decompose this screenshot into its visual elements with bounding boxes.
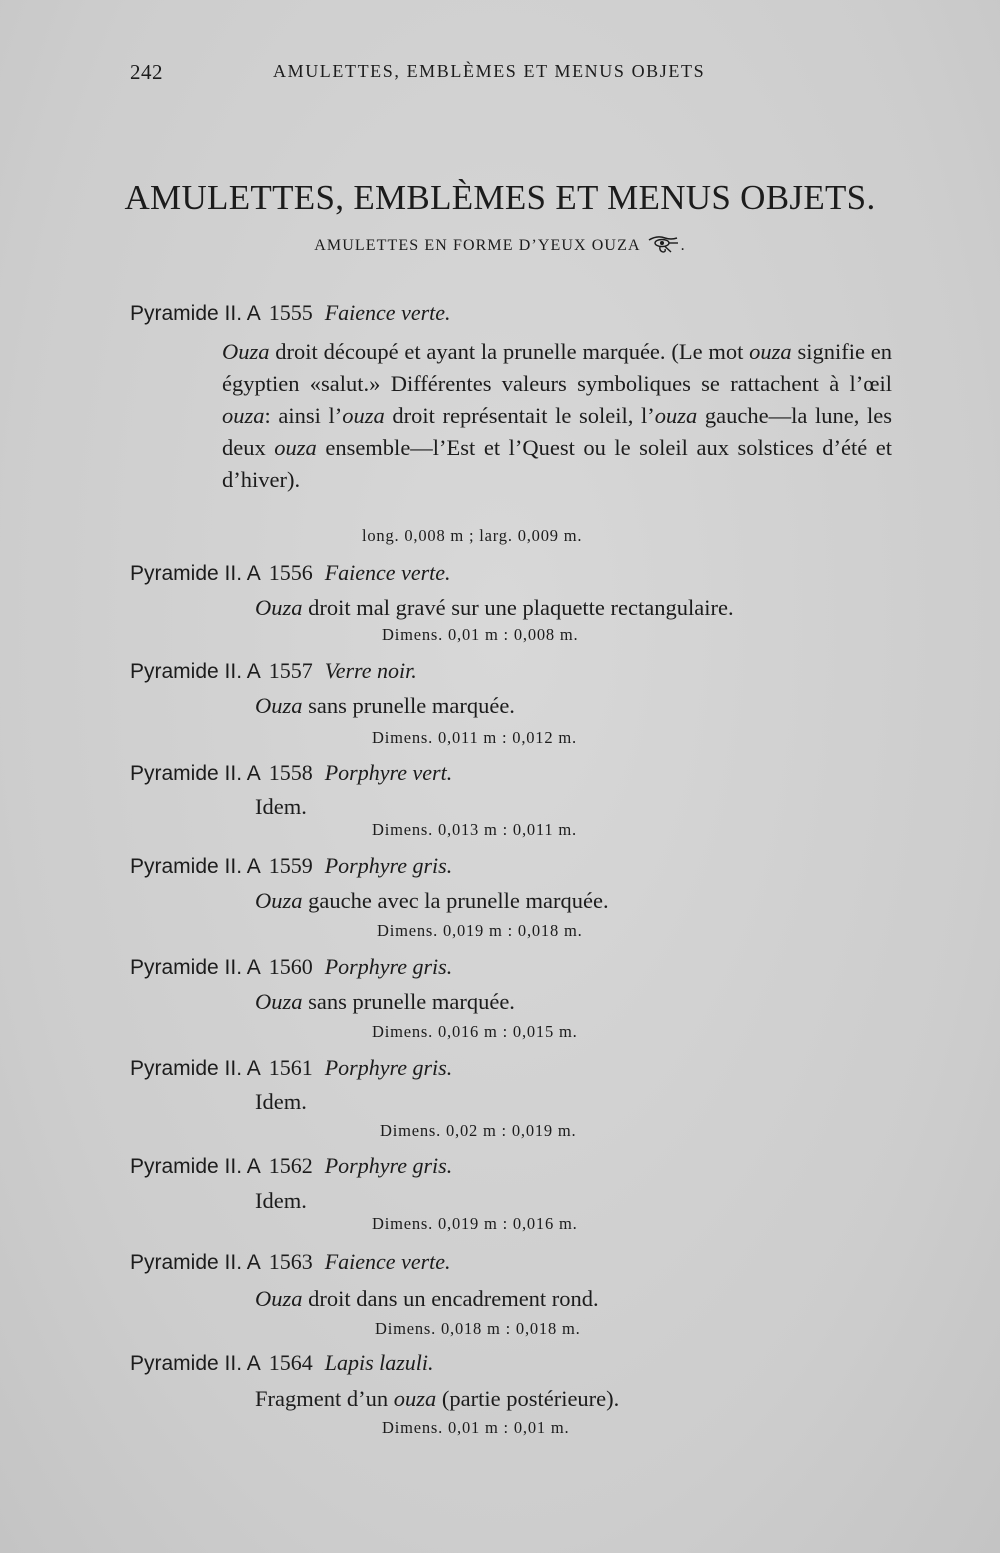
description-text: droit mal gravé sur une plaquette rectangulaire. <box>302 595 734 620</box>
description-text: ensemble—l’Est et l’Quest ou le soleil aux solstices d’été et d’hiver). <box>222 435 892 492</box>
entry-description <box>255 986 895 1018</box>
description-text: signifie en égyptien «salut.» Différentes valeurs symboliques se rattachent à l’œil <box>222 339 892 396</box>
entry-dimensions: Dimens. 0,018 m : 0,018 m. <box>375 1319 581 1338</box>
entry-description <box>255 1086 895 1118</box>
description-text: Idem. <box>255 1089 307 1114</box>
entry-number: 1557 <box>268 658 313 683</box>
description-text: : ainsi l’ <box>264 403 343 428</box>
italic-term: ouza <box>274 435 317 460</box>
section-subtitle <box>0 234 1000 255</box>
entry-material: Porphyre gris. <box>324 1153 453 1178</box>
running-header <box>130 60 770 88</box>
entry-heading <box>130 300 451 326</box>
description-text: sans prunelle marquée. <box>302 693 515 718</box>
entry-number: 1563 <box>268 1249 313 1274</box>
entry-heading <box>130 853 452 879</box>
entry-number: 1560 <box>268 954 313 979</box>
italic-term: Ouza <box>255 595 303 620</box>
entry-heading <box>130 1153 452 1179</box>
italic-term: Ouza <box>255 693 303 718</box>
entry-description <box>255 592 895 624</box>
description-text: droit dans un encadrement rond. <box>302 1286 599 1311</box>
entry-description <box>255 1383 895 1415</box>
entry-prefix: Pyramide II. A <box>130 1155 261 1178</box>
italic-term: Ouza <box>222 339 270 364</box>
entry-dimensions: long. 0,008 m ; larg. 0,009 m. <box>362 526 583 545</box>
entry-number: 1556 <box>268 560 313 585</box>
entry-description <box>255 690 895 722</box>
entry-dimensions: Dimens. 0,013 m : 0,011 m. <box>372 820 577 839</box>
entry-material: Porphyre vert. <box>324 760 453 785</box>
entry-dimensions: Dimens. 0,019 m : 0,016 m. <box>372 1214 578 1233</box>
entry-prefix: Pyramide II. A <box>130 1251 261 1274</box>
entry-number: 1561 <box>268 1055 313 1080</box>
italic-term: ouza <box>222 403 265 428</box>
entry-heading <box>130 1350 434 1376</box>
entry-heading <box>130 954 452 980</box>
description-text: droit représentait le soleil, l’ <box>384 403 655 428</box>
italic-term: Ouza <box>255 888 303 913</box>
page-title: AMULETTES, EMBLÈMES ET MENUS OBJETS. <box>124 178 876 217</box>
subtitle-text: AMULETTES EN FORME D’YEUX OUZA <box>314 237 641 254</box>
entry-dimensions: Dimens. 0,019 m : 0,018 m. <box>377 921 583 940</box>
description-text: Fragment d’un <box>255 1386 394 1411</box>
italic-term: Ouza <box>255 989 303 1014</box>
entry-description <box>255 1283 895 1315</box>
entry-material: Verre noir. <box>324 658 417 683</box>
page-number: 242 <box>130 60 163 84</box>
description-text: Idem. <box>255 1188 307 1213</box>
entry-description <box>255 1185 895 1217</box>
entry-dimensions: Dimens. 0,016 m : 0,015 m. <box>372 1022 578 1041</box>
entry-description <box>222 336 892 496</box>
entry-prefix: Pyramide II. A <box>130 1352 261 1375</box>
entry-material: Porphyre gris. <box>324 853 453 878</box>
entry-description <box>255 791 895 823</box>
entry-number: 1555 <box>268 300 313 325</box>
entry-prefix: Pyramide II. A <box>130 855 261 878</box>
description-text: gauche—la lune, les deux <box>222 403 892 460</box>
entry-prefix: Pyramide II. A <box>130 956 261 979</box>
description-text: gauche avec la prunelle marquée. <box>302 888 609 913</box>
subtitle-period: . <box>680 237 686 254</box>
italic-term: ouza <box>749 339 792 364</box>
entry-number: 1558 <box>268 760 313 785</box>
entry-material: Porphyre gris. <box>324 954 453 979</box>
entry-heading <box>130 658 417 684</box>
running-title: AMULETTES, EMBLÈMES ET MENUS OBJETS <box>273 61 706 81</box>
entry-heading <box>130 560 451 586</box>
description-text: Idem. <box>255 794 307 819</box>
italic-term: Ouza <box>255 1286 303 1311</box>
description-text: (partie postérieure). <box>436 1386 620 1411</box>
entry-prefix: Pyramide II. A <box>130 762 261 785</box>
entry-number: 1562 <box>268 1153 313 1178</box>
entry-material: Faience verte. <box>324 300 451 325</box>
entry-dimensions: Dimens. 0,01 m : 0,01 m. <box>382 1418 570 1437</box>
italic-term: ouza <box>393 1386 437 1411</box>
description-text: droit découpé et ayant la prunelle marquée. (Le mot <box>269 339 750 364</box>
entry-description <box>255 885 895 917</box>
entry-material: Porphyre gris. <box>324 1055 453 1080</box>
italic-term: ouza <box>654 403 698 428</box>
entry-number: 1564 <box>268 1350 313 1375</box>
entry-heading <box>130 1055 452 1081</box>
entry-heading <box>130 1249 451 1275</box>
entry-dimensions: Dimens. 0,02 m : 0,019 m. <box>380 1121 577 1140</box>
entry-dimensions: Dimens. 0,01 m : 0,008 m. <box>382 625 579 644</box>
entry-heading <box>130 760 452 786</box>
entry-dimensions: Dimens. 0,011 m : 0,012 m. <box>372 728 577 747</box>
entry-prefix: Pyramide II. A <box>130 562 261 585</box>
entry-material: Lapis lazuli. <box>324 1350 434 1375</box>
udjat-eye-icon <box>647 234 681 254</box>
entry-number: 1559 <box>268 853 313 878</box>
entry-prefix: Pyramide II. A <box>130 660 261 683</box>
entry-prefix: Pyramide II. A <box>130 1057 261 1080</box>
description-text: sans prunelle marquée. <box>302 989 515 1014</box>
entry-material: Faience verte. <box>324 1249 451 1274</box>
entry-prefix: Pyramide II. A <box>130 302 261 325</box>
entry-material: Faience verte. <box>324 560 451 585</box>
italic-term: ouza <box>342 403 385 428</box>
